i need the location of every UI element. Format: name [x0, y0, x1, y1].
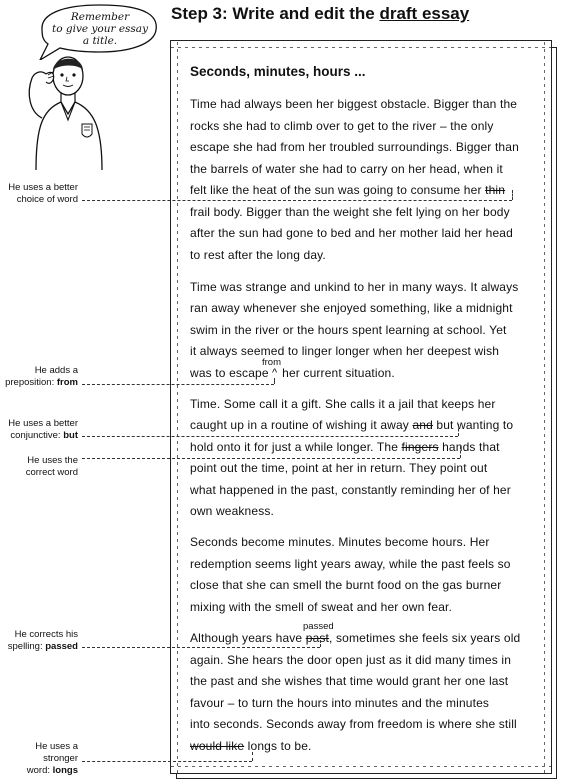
- essay-line: caught up in a routine of wishing it away and but wanting to: [190, 418, 514, 432]
- inserted-word-passed: passed: [303, 621, 334, 632]
- struck-word-fingers: fingers: [401, 440, 439, 454]
- essay-line: frail body. Bigger than the weight she felt lying on her body: [190, 205, 510, 219]
- leader-line: [82, 458, 460, 459]
- essay-line: the past and she wishes that time would grant her one last: [190, 674, 509, 688]
- essay-line: it always seemed to linger longer when her deepest wish: [190, 344, 500, 358]
- essay-line: the barrels of water she had to carry on her head, when it: [190, 162, 503, 176]
- struck-word-and: and: [412, 418, 433, 432]
- essay-line: again. She hears the door open just as it did many times in: [190, 653, 512, 667]
- essay-line: to rest after the long day.: [190, 248, 326, 262]
- essay-line: what happened in the past, constantly reminding her of her: [190, 483, 511, 497]
- essay-line: Time was strange and unkind to her in many ways. It always: [190, 280, 519, 294]
- leader-line: [458, 424, 459, 436]
- essay-line: redemption seems light years away, while the past feels so: [190, 557, 511, 571]
- annotation-spelling: He corrects his spelling: passed: [7, 629, 78, 652]
- annotation-preposition: He adds a preposition: from: [5, 365, 78, 388]
- leader-line: [82, 436, 458, 437]
- essay-line: Although years have past, sometimes she feels six years old: [190, 631, 521, 645]
- essay-line: would like longs to be.: [190, 739, 312, 753]
- annotation-stronger-word: He uses a stronger word: longs: [26, 741, 78, 776]
- leader-line: [82, 384, 274, 385]
- bubble-text: Remember to give your essay a title.: [52, 11, 148, 47]
- annotation-conjunctive: He uses a better conjunctive: but: [8, 418, 78, 441]
- leader-line: [82, 200, 512, 201]
- boy-illustration: [8, 50, 108, 170]
- essay-line: point out the time, point at her in return. They point out: [190, 461, 488, 475]
- essay-line: felt like the heat of the sun was going to consume her thin: [190, 183, 506, 197]
- essay-line: escape she had from her troubled surroundings. Bigger than: [190, 140, 519, 154]
- leader-line: [274, 378, 275, 384]
- page-title-underlined: draft essay: [379, 4, 470, 23]
- leader-line: [82, 647, 320, 648]
- essay-line: ran away whenever she enjoyed something, like a midnight: [190, 301, 513, 315]
- annotation-word-choice: He uses a better choice of word: [8, 182, 78, 205]
- annotation-correct-word: He uses the correct word: [25, 455, 78, 478]
- essay-line: close that she can smell the burnt food on the gas burner: [190, 578, 502, 592]
- essay-line: Time had always been her biggest obstacle. Bigger than the: [190, 97, 518, 111]
- leader-line: [252, 752, 253, 761]
- essay-line: Seconds become minutes. Minutes become hours. Her: [190, 535, 490, 549]
- essay-line: swim in the river or the hours spent learning at school. Yet: [190, 323, 507, 337]
- leader-line: [460, 446, 461, 458]
- insert-caret-icon: ^: [272, 367, 278, 379]
- essay-line: own weakness.: [190, 504, 274, 518]
- essay-line: into seconds. Seconds away from freedom is where she still: [190, 717, 517, 731]
- essay-line: after the sun had gone to bed and her mother laid her head: [190, 226, 513, 240]
- struck-words-would-like: would like: [190, 739, 245, 753]
- essay-line: was to escape her current situation.: [190, 366, 395, 380]
- essay-line: hold onto it for just a while longer. The fingers hands that: [190, 440, 500, 454]
- essay-line: rocks she had to climb over to get to the river – the only: [190, 119, 494, 133]
- leader-line: [512, 190, 513, 200]
- page-title: Step 3: Write and edit the draft essay: [171, 4, 470, 23]
- essay-title: Seconds, minutes, hours ...: [190, 64, 366, 79]
- essay-line: Time. Some call it a gift. She calls it a jail that keeps her: [190, 397, 496, 411]
- struck-word-past: past: [305, 631, 330, 645]
- struck-word-thin: thin: [485, 183, 506, 197]
- leader-line: [320, 636, 321, 647]
- leader-line: [82, 761, 252, 762]
- essay-line: favour – to turn the hours into minutes and the minutes: [190, 696, 490, 710]
- inserted-word-from: from: [262, 357, 281, 368]
- essay-line: mixing with the smell of sweat and her own fear.: [190, 600, 452, 614]
